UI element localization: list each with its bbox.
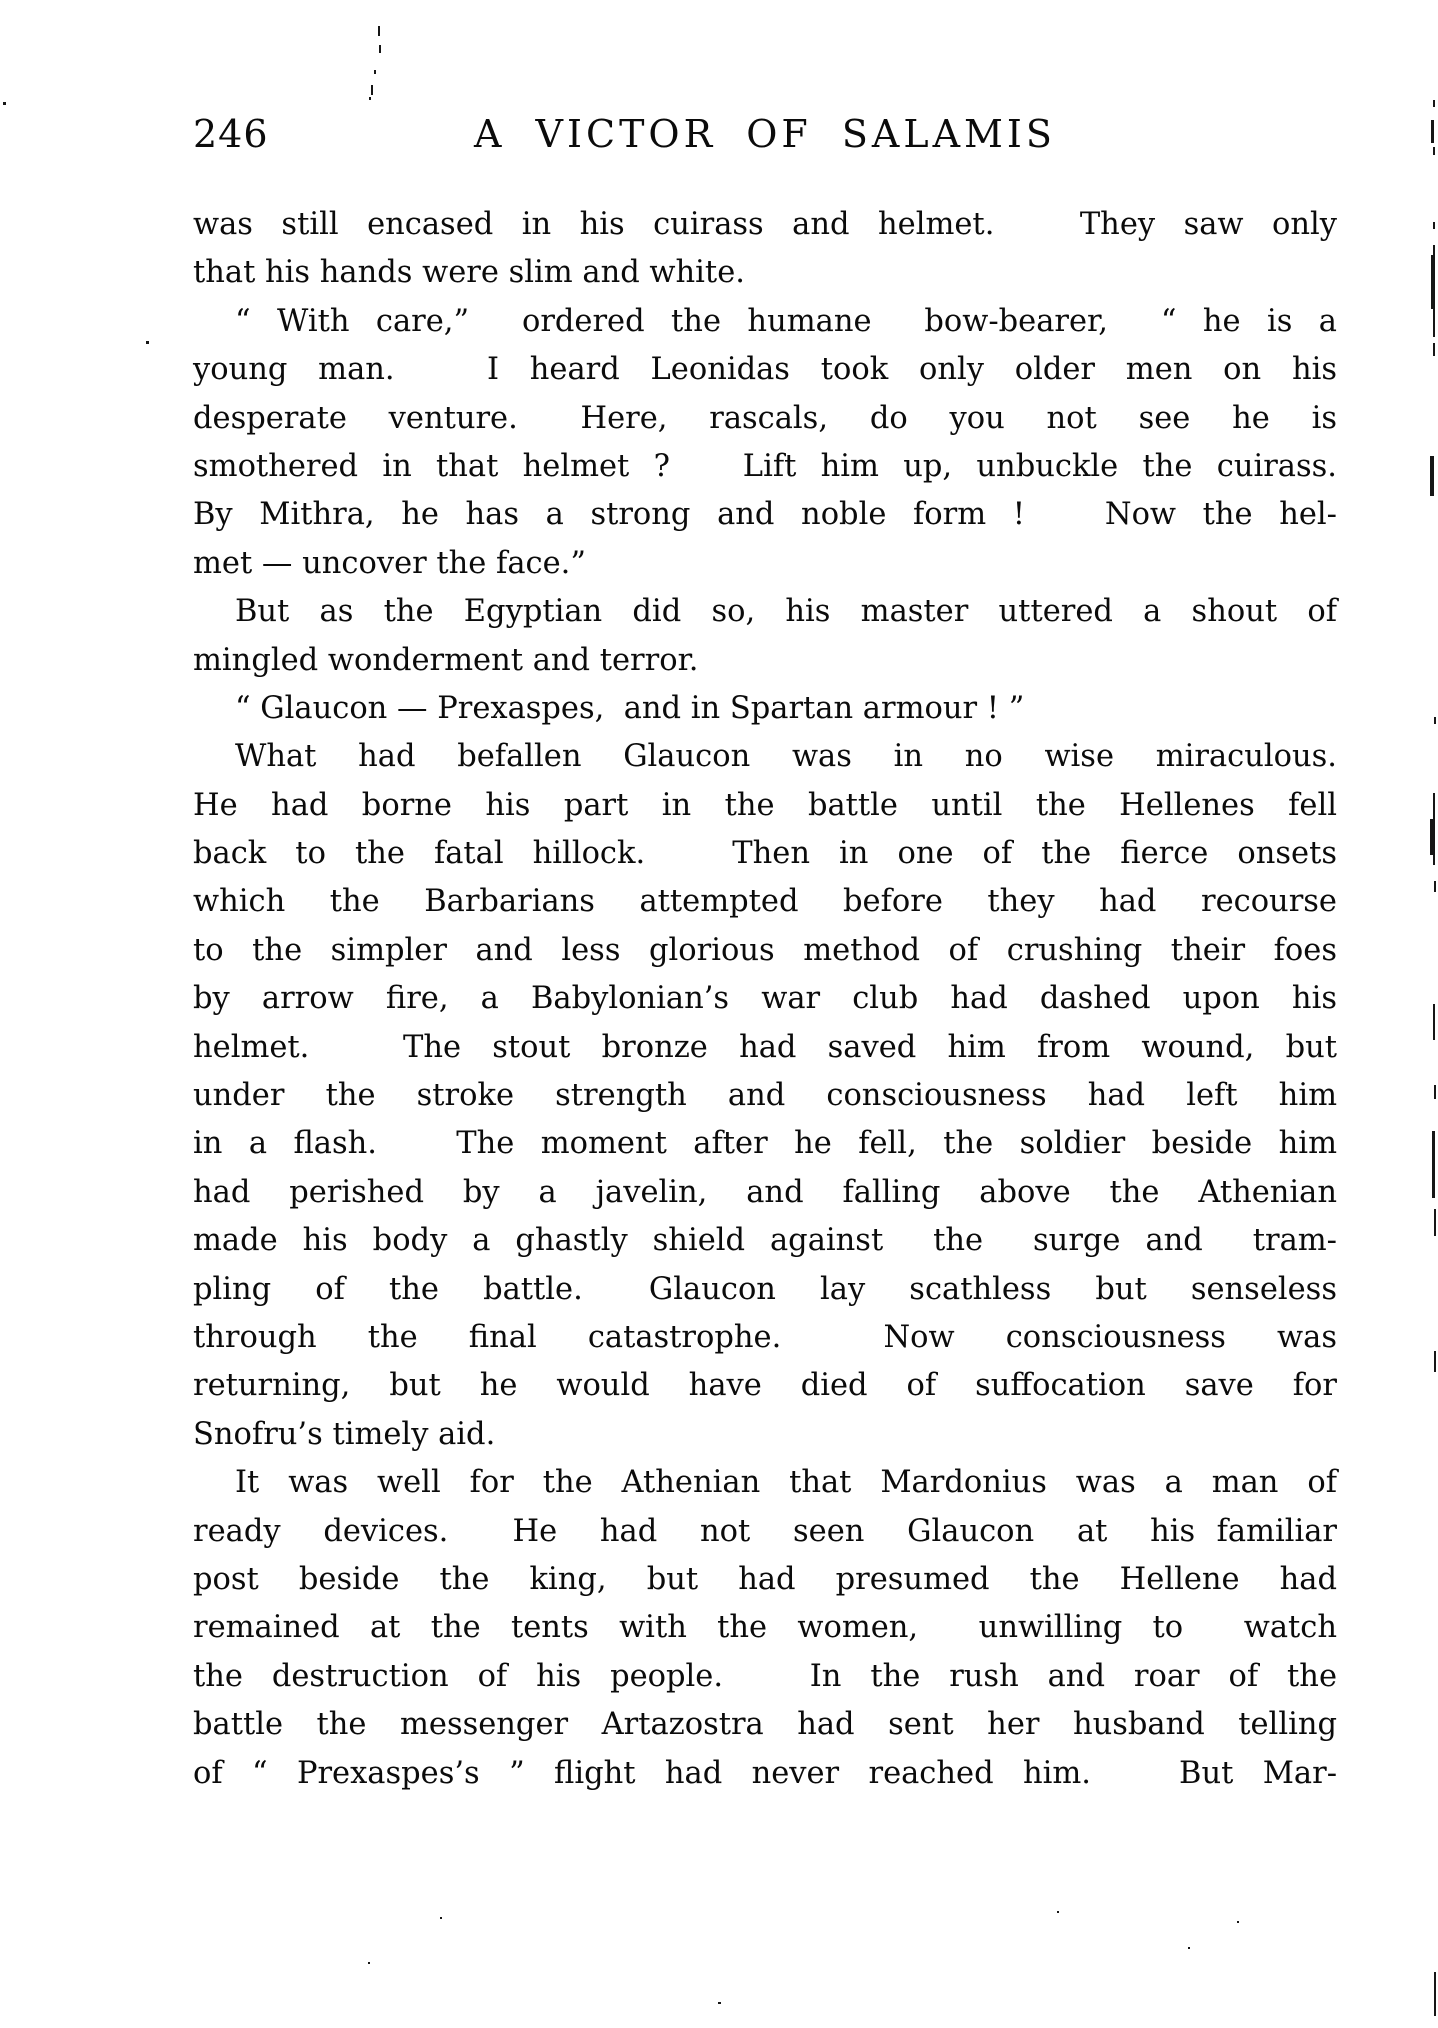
- text-line: to the simpler and less glorious method of crushing their foes: [193, 932, 1337, 968]
- scan-artifact: [3, 102, 6, 105]
- text-block: [193, 201, 1337, 1798]
- text-line: remained at the tents with the women, unwilling to watch: [193, 1610, 1337, 1646]
- scan-artifact: [146, 341, 149, 344]
- scan-artifact: [368, 1962, 370, 1964]
- scan-artifact: [1433, 222, 1435, 229]
- scan-artifact: [1434, 1972, 1436, 2016]
- text-line: mingled wonderment and terror.: [193, 642, 699, 678]
- text-line: had perished by a javelin, and falling above the Athenian: [193, 1174, 1337, 1210]
- scan-artifact: [378, 26, 380, 36]
- text-line: young man. I heard Leonidas took only older men on his: [193, 352, 1337, 388]
- scan-artifact: [1430, 456, 1434, 496]
- text-line: battle the messenger Artazostra had sent her husband telling: [193, 1707, 1337, 1743]
- scan-artifact: [374, 70, 376, 74]
- scan-artifact: [1057, 1911, 1059, 1913]
- page-number: 246: [193, 112, 269, 156]
- scan-artifact: [1237, 1921, 1239, 1923]
- scan-artifact: [1432, 1131, 1435, 1198]
- scan-artifact: [1434, 1085, 1436, 1099]
- scan-artifact: [1433, 100, 1435, 107]
- text-line: “ Glaucon — Prexaspes, and in Spartan armour ! ”: [235, 690, 1025, 726]
- running-title: A VICTOR OF SALAMIS: [474, 112, 1056, 156]
- text-line: made his body a ghastly shield against the surge and tram-: [193, 1223, 1337, 1259]
- text-line: helmet. The stout bronze had saved him from wound, but: [193, 1029, 1337, 1065]
- text-line: was still encased in his cuirass and helmet. They saw only: [193, 207, 1337, 242]
- text-line: Snofru’s timely aid.: [193, 1416, 496, 1452]
- text-line: which the Barbarians attempted before they had recourse: [193, 884, 1337, 920]
- text-line: ready devices. He had not seen Glaucon at his familiar: [193, 1513, 1337, 1549]
- text-line: back to the fatal hillock. Then in one of the fierce onsets: [193, 836, 1337, 872]
- scan-artifact: [1434, 881, 1436, 892]
- scan-artifact: [371, 85, 373, 95]
- text-line: But as the Egyptian did so, his master uttered a shout of: [235, 594, 1337, 630]
- text-line: desperate venture. Here, rascals, do you not see he is: [193, 400, 1337, 436]
- text-line: the destruction of his people. In the rush and roar of the: [193, 1658, 1337, 1694]
- scan-artifact: [718, 2002, 721, 2004]
- scan-artifact: [369, 97, 371, 100]
- text-line: that his hands were slim and white.: [193, 255, 745, 291]
- text-line: It was well for the Athenian that Mardonius was a man of: [235, 1465, 1337, 1501]
- text-line: smothered in that helmet ? Lift him up, unbuckle the cuirass.: [193, 448, 1337, 484]
- scan-artifact: [379, 45, 381, 53]
- scan-artifact: [1431, 120, 1434, 143]
- text-line: He had borne his part in the battle until the Hellenes fell: [193, 787, 1337, 823]
- scan-artifact: [1434, 717, 1436, 724]
- scan-artifact: [1434, 1209, 1436, 1236]
- scan-artifact: [1433, 343, 1435, 356]
- page-header: [193, 112, 1337, 158]
- text-line: under the stroke strength and consciousness had left him: [193, 1078, 1337, 1114]
- scan-artifact: [1433, 1004, 1435, 1040]
- text-line: What had befallen Glaucon was in no wise miraculous.: [235, 739, 1337, 775]
- text-line: through the final catastrophe. Now consciousness was: [193, 1319, 1337, 1355]
- scan-artifact: [1433, 147, 1435, 155]
- text-line: By Mithra, he has a strong and noble form ! Now the hel-: [193, 497, 1337, 533]
- scan-artifact: [440, 1917, 442, 1919]
- scan-artifact: [1434, 1351, 1436, 1372]
- text-line: returning, but he would have died of suffocation save for: [193, 1368, 1337, 1404]
- text-line: “ With care,” ordered the humane bow-bearer, “ he is a: [235, 303, 1337, 339]
- text-line: in a flash. The moment after he fell, the soldier beside him: [193, 1126, 1337, 1162]
- scan-artifact: [1188, 1947, 1190, 1949]
- scan-artifact: [1431, 255, 1434, 309]
- scan-artifact: [1430, 819, 1434, 855]
- text-line: by arrow fire, a Babylonian’s war club had dashed upon his: [193, 981, 1337, 1017]
- text-line: pling of the battle. Glaucon lay scathless but senseless: [193, 1271, 1337, 1307]
- text-line: post beside the king, but had presumed the Hellene had: [193, 1561, 1337, 1597]
- text-line: of “ Prexaspes’s ” flight had never reached him. But Mar-: [193, 1755, 1337, 1791]
- text-line: met — uncover the face.”: [193, 545, 586, 581]
